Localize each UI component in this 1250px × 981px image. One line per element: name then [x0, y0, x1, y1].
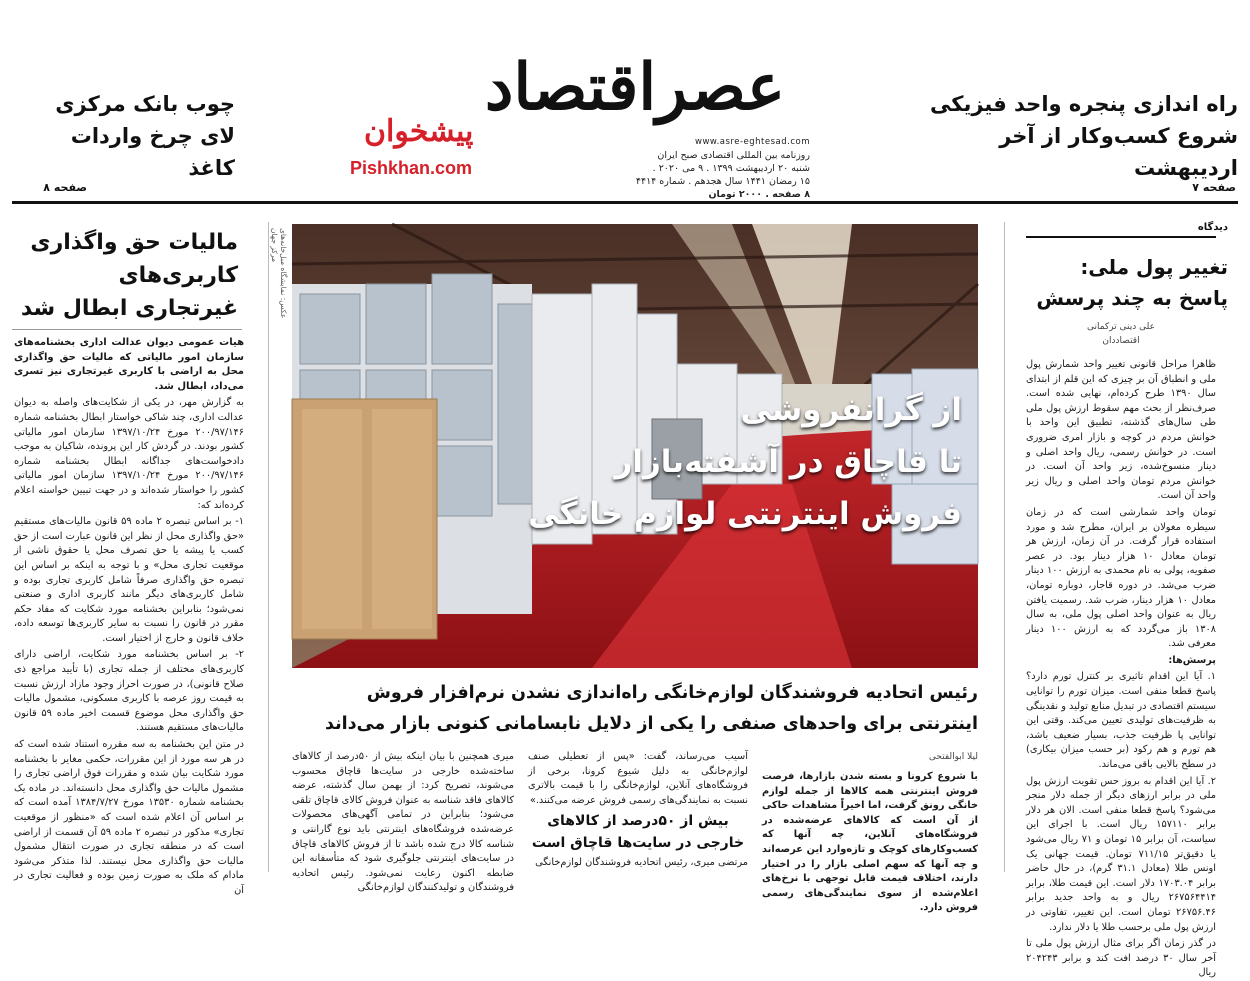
- masthead-left-page-ref: صفحه ۸: [43, 181, 87, 194]
- column-divider: [1004, 222, 1005, 872]
- opinion-kicker: دیدگاه: [1197, 222, 1228, 233]
- masthead-right-page-ref: صفحه ۷: [1192, 181, 1236, 194]
- left-paragraph: ۱- بر اساس تبصره ۲ ماده ۵۹ قانون مالیات‌های مستقیم «حق واگذاری محل از نظر این قانون عبارت است از حق کسب یا پیشه یا حق تصرف محل یا حقوق ناشی از موقعیت تجاری محل» و با توجه به اینکه بر اساس این تبصره حق واگذاری صرفاً شامل کاربری تجاری بوده و شامل کاربری‌های دیگر مانند کاربری اداری و صنعتی نمی‌شود؛ بنابراین بخشنامه مورد شکایت که مفاد حکم مقرر در قانون را نسبت به سایر کاربری‌ها توسعه داده، خلاف قانون و خارج از اختیار است.: [14, 516, 244, 644]
- photo-title-line: تا قاچاق در آشفته‌بازار: [614, 444, 962, 480]
- main-story-col-1: با شروع کرونا و بسته شدن بازارها، فرصت فروش اینترنتی همه کالاها از جمله لوازم خانگی رونق گرفت، اما اخیراً مشاهدات حاکی از آن است که کالاهای عرضه‌شده در فروشگاه‌های آنلاین، چه آنها که کسب‌وکارهای کوچک و تازه‌وارد این عرصه‌اند و چه آنها که سهم اصلی بازار را در اختیار دارند، اختلاف قیمت قابل توجهی با نرخ‌های اعلام‌شده از سوی نمایندگی‌های رسمی فروش دارد.: [762, 771, 978, 914]
- main-story-col-2b: مرتضی میری، رئیس اتحادیه فروشندگان لوازم‌خانگی: [535, 857, 748, 868]
- main-story-col-2a: آسیب می‌رساند، گفت: «پس از تعطیلی صنف لوازم‌خانگی به دلیل شیوع کرونا، برخی از فروشگاه‌های آنلاین، لوازم‌خانگی را با قیمت بالاتری نسبت به نمایندگی‌های رسمی فروش عرضه می‌کنند.»: [528, 751, 748, 806]
- masthead-left-headline[interactable]: چوب بانک مرکزی لای چرخ واردات کاغذ: [55, 92, 235, 180]
- left-column-body: [14, 336, 245, 896]
- right-paragraph: در گذر زمان اگر برای مثال ارزش پول ملی تا آخر سال ۳۰ درصد افت کند و برابر ۲۰۴۲۴۳ ریال: [1026, 938, 1216, 979]
- kicker-rule: [1026, 236, 1216, 238]
- author-name: علی دینی ترکمانی: [1086, 322, 1155, 332]
- column-divider: [268, 222, 269, 872]
- right-column-body: [1026, 358, 1217, 979]
- photo-title: [292, 384, 962, 540]
- left-column-title[interactable]: مالیات حق واگذاری کاربری‌های غیرتجاری ابطال شد: [20, 230, 238, 321]
- left-title-rule: [12, 329, 242, 330]
- right-paragraph: ۲. آیا این اقدام به بروز حس تقویت ارزش پول ملی در برابر ارزهای دیگر از جمله دلار منجر می‌شود؟ پاسخ قطعا منفی است. الان هر دلار برابر ۱۵۷۱۱۰ ریال است. با اجرای این سیاست، آن برابر ۱۵ تومان و ۷۱ ریال می‌شود یا دقیق‌تر ۷۱۱/۱۵ تومان. قیمت جهانی یک اونس طلا (معادل ۳۱.۱ گرم)، در حال حاضر برابر ۱۷۰۳.۰۴ دلار است. این قیمت طلا، برابر ۲۶۷۵۶۴۴۱۴ ریال و به واحد جدید برابر ۲۶۷۵۶.۴۶ تومان است. این تغییر، تفاوتی در ارزش پول ملی برحسب طلا یا دلار ندارد.: [1026, 775, 1216, 933]
- tagline: روزنامه بین المللی اقتصادی صبح ایران: [657, 150, 810, 161]
- masthead-right-headline[interactable]: راه اندازی پنجره واحد فیزیکی شروع کسب‌وکار از آخر اردیبهشت: [930, 92, 1238, 180]
- pishkhan-fa-text: پیشخوان: [364, 114, 474, 149]
- main-story-subhead: بیش از ۵۰درصد از کالاهای خارجی در سایت‌ها قاچاق است: [531, 813, 745, 851]
- newspaper-logo: عصراقتصاد: [484, 50, 786, 125]
- photo-credit: عکس: نمایشگاه مبل‌خانه‌های مرکز جهان: [270, 228, 288, 319]
- author-role: اقتصاددان: [1102, 336, 1140, 346]
- main-story-subtitle[interactable]: رئیس اتحادیه فروشندگان لوازم‌خانگی راه‌اندازی نشدن نرم‌افزار فروش اینترنتی برای واحدهای صنفی را یکی از دلایل نابسامانی کنونی بازار می‌داند: [324, 683, 978, 734]
- masthead-meta: [600, 136, 810, 201]
- right-paragraph: ظاهرا مراحل قانونی تغییر واحد شمارش پول ملی و انطباق آن بر چیزی که این قلم از ابتدای سال ۱۳۹۰ طرح کرده‌ام، نهایی شده است. صرف‌نظر از بحث مهم سقوط ارزش پول ملی طی سال‌های گذشته، تطبیق این واحد با خوانش مردم در کوچه و بازار امری ضروری است. در خوانش رسمی، ریال واحد اصلی و دینار منسوخ‌شده، زیر واحد آن است. در خوانش مردم تومان واحد اصلی و ریال زیر واحد آن است.: [1026, 359, 1216, 502]
- photo-title-line: فروش اینترنتی لوازم خانگی: [528, 496, 962, 532]
- right-column-title[interactable]: تغییر پول ملی: پاسخ به چند پرسش: [1036, 255, 1228, 310]
- right-paragraph: ۱. آیا این اقدام تاثیری بر کنترل تورم دارد؟ پاسخ قطعا منفی است. میزان تورم را توانایی سیستم اقتصادی در تبدیل منابع تولید و نقدینگی به ظرفیت‌های تولیدی تعیین می‌کند. وقتی این توانایی پا ظرفیت جذب، بسیار ضعیف باشد، هم تورم و هم رکود (بر حسب میزان بیکاری) در سطح بالایی باقی می‌ماند.: [1026, 671, 1216, 771]
- pishkhan-en-text: Pishkhan.com: [350, 158, 473, 178]
- date-line: شنبه ۲۰ اردیبهشت ۱۳۹۹ . ۹ می ۲۰۲۰ .: [652, 163, 810, 174]
- right-paragraph: تومان واحد شمارشی است که در زمان سیطره مغولان بر ایران، مطرح شد و مورد استفاده قرار گرفت. در آن زمان، ارزش هر تومان معادل ۱۰ هزار دینار بود. در عصر صفویه، پولی به نام محمدی به ارزش ۱۰۰ دینار ضرب می‌شد. در دوره قاجار، دوباره تومان، معادل ۱۰ هزار دینار، ضرب شد. رسمیت یافتن ریال به عنوان واحد اصلی پول ملی، به سال ۱۳۰۸ باز می‌گردد که به ارزش ۱۰۰ دینار معرفی شد.: [1026, 506, 1217, 650]
- pishkhan-logo[interactable]: [350, 82, 474, 182]
- photo-title-line: از گرانفروشی: [740, 392, 962, 428]
- left-paragraph: ۲- بر اساس بخشنامه مورد شکایت، اراضی دارای کاربری‌های مختلف از جمله تجاری (با تأیید مراجع ذی صلاح قانونی)، در صورت احراز وجود مازاد ارزش نسبت به قیمت روز عرصه با کاربری مسکونی، مشمول مالیات حق واگذاری محل موضوع قسمت اخیر ماده ۵۹ قانون مالیات‌های مستقیم هستند.: [14, 649, 244, 734]
- cover-photo[interactable]: [292, 224, 978, 668]
- masthead-rule: [12, 201, 1238, 204]
- left-column-lede: هیات عمومی دیوان عدالت اداری بخشنامه‌های سازمان امور مالیاتی که مالیات حق واگذاری محل به اراضی با کاربری غیرتجاری نیز تسری می‌داد، ابطال شد.: [14, 337, 244, 392]
- left-paragraph: به گزارش مهر، در یکی از شکایت‌های واصله به دیوان عدالت اداری، چند شاکی خواستار ابطال بخشنامه شماره ۲۰۰/۹۷/۱۴۶ مورخ ۱۳۹۷/۱۰/۲۴ سازمان امور مالیاتی کشور بودند. در گردش کار این پرونده، شاکیان به موجب دادخواست‌های جداگانه ابطال بخشنامه شماره ۲۰۰/۹۷/۱۴۶ مورخ ۱۳۹۷/۱۰/۲۴ سازمان امور مالیاتی کشور را خواستار شده‌اند و در جهت تبیین خواسته اعلام کرده‌اند که:: [14, 397, 245, 511]
- price-line: ۸ صفحه . ۲۰۰۰ تومان: [708, 189, 810, 200]
- issue-line: ۱۵ رمضان ۱۴۴۱ سال هجدهم . شماره ۴۴۱۴: [635, 176, 810, 187]
- website: www.asre-eghtesad.com: [695, 137, 810, 147]
- right-paragraph: پرسش‌ها:: [1168, 654, 1216, 666]
- left-paragraph: در متن این بخشنامه به سه مقرره استناد شده است که در هر سه مورد از این مقررات، حکمی مغایر با بخشنامه مورد شکایت بیان شده و مقررات فوق اراضی تجاری را مشمول مالیات حق واگذاری محل دانسته‌اند. در ماده یک بخشنامه شماره ۱۳۵۳۰ مورخ ۱۳۸۴/۷/۲۷ آمده است که بر اساس آن اعلام شده است که «منظور از موقعیت تجاری» مذکور در تبصره ۲ ماده ۵۹ آن قسمت از اراضی است که در منطقه تجاری در صورت انتقال مشمول مالیات حق واگذاری محل نیستند. لذا متذکر می‌شود مادام که ملک به صورت زمین بوده و فعالیت تجاری در آن: [14, 739, 245, 896]
- main-story-col-3: میری همچنین با بیان اینکه بیش از ۵۰درصد از کالاهای ساخته‌شده خارجی در سایت‌ها قاچاق محسوب می‌شوند، تصریح کرد: از بهمن سال گذشته، عرضه کالاهای فاقد شناسه به عنوان فروش کالای قاچاق تلقی می‌شود؛ بنابراین در تمامی آگهی‌های محصولات عرضه‌شده فروشگاه‌های اینترنتی باید نوع گارانتی و شناسه کالا درج شده باشد تا از فروش کالاهای قاچاق در سایت‌های اینترنتی جلوگیری شود که متأسفانه این ضابطه اکنون رعایت نمی‌شود. رئیس اتحادیه فروشندگان و تولیدکنندگان لوازم‌خانگی: [292, 751, 515, 894]
- byline: لیلا ابوالفتحی: [928, 752, 978, 762]
